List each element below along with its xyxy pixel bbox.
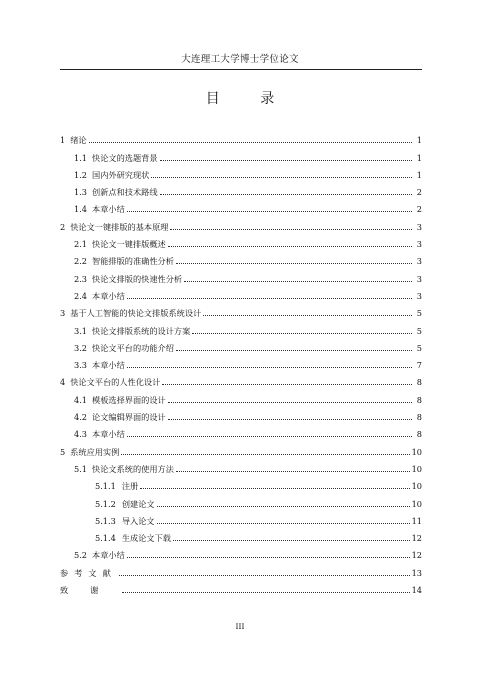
toc-dot-leader	[127, 298, 412, 299]
toc-entry-page: 10	[411, 446, 422, 457]
toc-dot-leader	[176, 263, 412, 264]
toc-entry-page: 2	[416, 204, 422, 215]
toc-entry[interactable]	[60, 405, 422, 422]
toc-entry-title: 快论文平台的功能介绍	[92, 342, 174, 353]
toc-dot-leader	[168, 246, 412, 247]
toc-entry[interactable]	[60, 197, 422, 214]
toc-entry-page: 8	[416, 394, 422, 405]
toc-entry[interactable]	[60, 370, 422, 387]
toc-entry-number: 5.1.3	[95, 515, 116, 526]
header-rule	[60, 69, 422, 70]
toc-entry-title: 智能排版的准确性分析	[92, 256, 174, 267]
toc-entry-number: 5	[60, 446, 66, 457]
toc-dot-leader	[170, 229, 412, 230]
toc-entry-number: 1.3	[74, 187, 88, 198]
toc-entry-page: 3	[416, 290, 422, 301]
toc-entry-page: 5	[416, 308, 422, 319]
toc-entry[interactable]	[60, 266, 422, 283]
toc-entry-number: 3	[60, 308, 66, 319]
toc-dot-leader	[121, 454, 409, 455]
toc-entry-title: 参考文献	[60, 567, 117, 578]
toc-entry[interactable]	[60, 318, 422, 335]
toc-entry-title: 本章小结	[92, 550, 125, 561]
toc-entry-page: 1	[416, 152, 422, 163]
toc-entry[interactable]	[60, 301, 422, 318]
toc-entry[interactable]	[60, 474, 422, 491]
toc-entry-number: 1.1	[74, 152, 88, 163]
toc-dot-leader	[203, 315, 412, 316]
toc-entry-number: 1.2	[74, 169, 88, 180]
toc-dot-leader	[176, 350, 412, 351]
toc-entry[interactable]	[60, 214, 422, 231]
toc-entry-title: 快论文排版系统的设计方案	[92, 325, 191, 336]
toc-entry-number: 2.1	[74, 239, 88, 250]
toc-entry-title: 快论文一键排版的基本原理	[70, 221, 169, 232]
toc-entry-page: 11	[411, 515, 422, 526]
toc-entry-page: 14	[411, 585, 422, 596]
toc-dot-leader	[184, 281, 412, 282]
toc-entry-page: 1	[416, 135, 422, 146]
toc-entry-title: 基于人工智能的快论文排版系统设计	[70, 308, 202, 319]
toc-entry-number: 4.1	[74, 394, 88, 405]
toc-entry[interactable]	[60, 578, 422, 595]
toc-entry-title: 本章小结	[92, 204, 125, 215]
toc-entry-number: 5.1.2	[95, 498, 116, 509]
toc-entry-title: 创新点和技术路线	[92, 187, 158, 198]
toc-entry[interactable]	[60, 560, 422, 577]
toc-entry[interactable]	[60, 249, 422, 266]
toc-entry-number: 3.3	[74, 360, 88, 371]
toc-entry-number: 4.3	[74, 429, 88, 440]
toc-dot-leader	[192, 333, 412, 334]
toc-entry-page: 3	[416, 256, 422, 267]
toc-entry-title: 绪论	[70, 135, 87, 146]
toc-entry-page: 5	[416, 325, 422, 336]
toc-entry-title: 导入论文	[121, 515, 155, 526]
toc-entry-title: 本章小结	[92, 290, 125, 301]
toc-dot-leader	[122, 592, 409, 593]
toc-entry[interactable]	[60, 422, 422, 439]
toc-entry[interactable]	[60, 284, 422, 301]
toc-entry-number: 2	[60, 221, 66, 232]
toc-entry[interactable]	[60, 543, 422, 560]
toc-entry-title: 系统应用实例	[70, 446, 120, 457]
toc-entry-title: 本章小结	[92, 360, 125, 371]
toc-entry-title: 快论文系统的使用方法	[92, 463, 174, 474]
toc-entry-title: 致谢	[60, 585, 121, 596]
toc-entry-number: 3.2	[74, 342, 88, 353]
toc-entry-title: 本章小结	[92, 429, 125, 440]
toc-entry-page: 8	[416, 429, 422, 440]
toc-dot-leader	[89, 142, 412, 143]
toc-entry[interactable]	[60, 163, 422, 180]
toc-dot-leader	[157, 506, 410, 507]
toc-entry-title: 生成论文下载	[121, 533, 171, 544]
toc-entry-number: 3.1	[74, 325, 88, 336]
toc-entry[interactable]	[60, 180, 422, 197]
toc-entry-page: 8	[416, 412, 422, 423]
toc-entry-title: 模板选择界面的设计	[92, 394, 166, 405]
page-title: 目 录	[205, 91, 293, 107]
toc-entry-page: 2	[416, 187, 422, 198]
running-header: 大连理工大学博士学位论文	[181, 54, 299, 65]
toc-entry-number: 4.2	[74, 412, 88, 423]
toc-entry-page: 13	[411, 567, 422, 578]
toc-entry-number: 5.1	[74, 463, 88, 474]
toc-dot-leader	[127, 367, 412, 368]
toc-entry-number: 2.4	[74, 290, 88, 301]
toc-entry-page: 5	[416, 342, 422, 353]
toc-entry-number: 2.2	[74, 256, 88, 267]
toc-entry-page: 3	[416, 239, 422, 250]
toc-entry-number: 4	[60, 377, 66, 388]
toc-entry-page: 3	[416, 221, 422, 232]
toc-entry-page: 8	[416, 377, 422, 388]
toc-entry-page: 1	[416, 169, 422, 180]
toc-entry-page: 3	[416, 273, 422, 284]
toc-entry[interactable]	[60, 232, 422, 249]
toc-dot-leader	[127, 557, 410, 558]
toc-entry[interactable]	[60, 145, 422, 162]
toc-entry-number: 5.2	[74, 550, 88, 561]
toc-entry-title: 国内外研究现状	[92, 169, 150, 180]
toc-entry[interactable]	[60, 526, 422, 543]
toc-entry-page: 12	[411, 550, 422, 561]
toc-entry[interactable]	[60, 509, 422, 526]
toc-dot-leader	[140, 488, 409, 489]
toc-entry-number: 5.1.4	[95, 533, 116, 544]
toc-entry-page: 10	[411, 481, 422, 492]
toc-entry-title: 快论文的选题背景	[92, 152, 158, 163]
toc-entry-page: 12	[411, 533, 422, 544]
toc-dot-leader	[127, 211, 412, 212]
toc-entry-page: 10	[411, 463, 422, 474]
toc-dot-leader	[157, 523, 410, 524]
toc-entry-number: 1	[60, 135, 66, 146]
toc-dot-leader	[160, 160, 412, 161]
toc-entry-title: 快论文平台的人性化设计	[70, 377, 161, 388]
toc-dot-leader	[176, 471, 410, 472]
toc-entry-page: 7	[416, 360, 422, 371]
page-number: III	[235, 622, 245, 631]
toc-dot-leader	[168, 402, 412, 403]
toc-dot-leader	[168, 419, 412, 420]
toc-entry-number: 5.1.1	[95, 481, 116, 492]
toc-entry-title: 论文编辑界面的设计	[92, 412, 166, 423]
toc-dot-leader	[119, 575, 410, 576]
toc-dot-leader	[160, 194, 412, 195]
toc-entry[interactable]	[60, 491, 422, 508]
toc-entry[interactable]	[60, 336, 422, 353]
toc-dot-leader	[127, 436, 412, 437]
toc-entry[interactable]	[60, 387, 422, 404]
toc-entry-number: 2.3	[74, 273, 88, 284]
toc-entry-title: 快论文一键排版概述	[92, 239, 166, 250]
toc-entry-page: 10	[411, 498, 422, 509]
toc-dot-leader	[173, 540, 410, 541]
toc-entry-title: 创建论文	[121, 498, 155, 509]
toc-dot-leader	[151, 177, 412, 178]
toc-entry[interactable]	[60, 353, 422, 370]
toc-entry-title: 快论文排版的快速性分析	[92, 273, 183, 284]
toc-entry[interactable]	[60, 457, 422, 474]
toc-dot-leader	[162, 384, 412, 385]
toc-entry[interactable]	[60, 439, 422, 456]
table-of-contents	[60, 128, 422, 595]
toc-entry-title: 注册	[121, 481, 139, 492]
toc-entry-number: 1.4	[74, 204, 88, 215]
toc-entry[interactable]	[60, 128, 422, 145]
